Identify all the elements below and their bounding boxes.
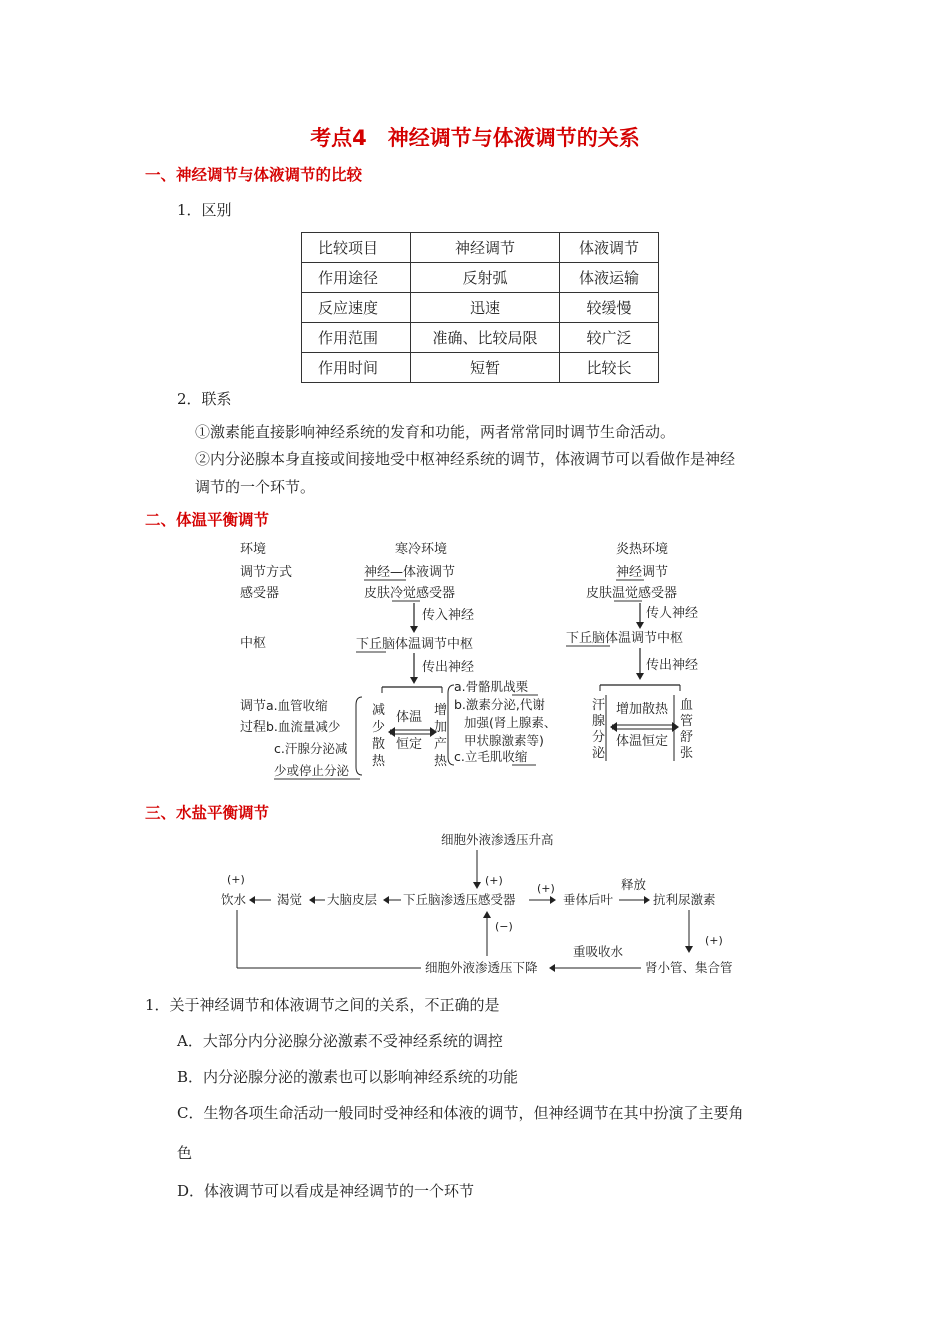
row-label: 调节方式: [240, 565, 293, 580]
table-cell: 短暂: [411, 353, 560, 383]
table-cell: 较广泛: [560, 323, 659, 353]
table-cell: 作用途径: [302, 263, 411, 293]
cold-reduce-char: 热: [372, 754, 386, 769]
cold-right-item: a.骨骼肌战栗: [454, 679, 529, 694]
table-cell: 迅速: [411, 293, 560, 323]
plus-sign: (+): [485, 874, 503, 887]
thermoregulation-diagram: [230, 535, 730, 785]
kidney-label: 肾小管、集合管: [645, 960, 733, 975]
table-cell: 作用范围: [302, 323, 411, 353]
option-b[interactable]: B．内分泌腺分泌的激素也可以影响神经系统的功能: [177, 1068, 519, 1086]
table-cell: 体液调节: [560, 233, 659, 263]
cold-right-item: 加强(肾上腺素、: [464, 715, 557, 730]
cold-balance-bottom: 恒定: [396, 737, 423, 752]
adh-label: 抗利尿激素: [653, 892, 716, 907]
cold-reduce-char: 少: [372, 720, 386, 735]
cold-afferent: 传入神经: [422, 608, 475, 623]
cold-receptor: 皮肤冷觉感受器: [364, 586, 456, 601]
table-cell: 比较项目: [302, 233, 411, 263]
option-c-cont: 色: [177, 1144, 193, 1162]
cold-increase-char: 产: [434, 737, 448, 752]
water-salt-diagram: [205, 826, 765, 981]
cold-left-item: c.汗腺分泌减: [274, 741, 348, 756]
hot-vessel-char: 舒: [680, 730, 694, 745]
hot-env: 炎热环境: [616, 542, 669, 557]
cold-reduce-char: 散: [372, 737, 386, 752]
plus-sign: (+): [705, 934, 723, 947]
cold-left-item: a.血管收缩: [266, 698, 328, 713]
thirst-label: 渴觉: [277, 892, 303, 907]
cold-left-item: b.血流量减少: [266, 719, 341, 734]
table-cell: 反射弧: [411, 263, 560, 293]
cold-increase-char: 加: [434, 720, 448, 735]
hot-balance: 体温恒定: [616, 734, 669, 749]
hot-vessel-char: 管: [680, 714, 694, 729]
hot-center: 下丘脑体温调节中枢: [566, 631, 684, 646]
cold-center: 下丘脑体温调节中枢: [356, 637, 474, 652]
table-cell: 准确、比较局限: [411, 323, 560, 353]
cold-right-item: b.激素分泌,代谢: [454, 697, 545, 712]
table-cell: 体液运输: [560, 263, 659, 293]
cold-balance-top: 体温: [396, 710, 423, 725]
table-cell: 反应速度: [302, 293, 411, 323]
row-label: 过程: [240, 720, 267, 735]
hot-afferent: 传人神经: [646, 606, 699, 621]
table-row: [302, 233, 659, 263]
cold-right-item: 甲状腺激素等): [464, 733, 544, 748]
hot-sweat-char: 腺: [592, 714, 606, 729]
receptor-label: 下丘脑渗透压感受器: [403, 892, 516, 907]
section1-heading: 一、神经调节与体液调节的比较: [145, 166, 363, 184]
release-label: 释放: [621, 877, 647, 892]
cold-reduce-char: 减: [372, 703, 386, 718]
item1-label: 1．区别: [177, 201, 232, 219]
pituitary-label: 垂体后叶: [563, 892, 614, 907]
plus-sign: (+): [537, 882, 555, 895]
table-row: [302, 263, 659, 293]
table-cell: 作用时间: [302, 353, 411, 383]
table-row: [302, 323, 659, 353]
connection-point-2-cont: 调节的一个环节。: [195, 478, 316, 496]
cold-increase-char: 增: [434, 703, 448, 718]
cold-efferent: 传出神经: [422, 660, 475, 675]
cortex-label: 大脑皮层: [327, 892, 378, 907]
cold-left-item: 少或停止分泌: [274, 763, 350, 778]
row-label: 感受器: [240, 586, 280, 601]
hot-sweat-char: 泌: [592, 746, 606, 761]
cold-env: 寒冷环境: [395, 542, 448, 557]
option-a[interactable]: A．大部分内分泌腺分泌激素不受神经系统的调控: [177, 1032, 503, 1050]
table-row: [302, 353, 659, 383]
connection-point-1: ①激素能直接影响神经系统的发育和功能，两者常常同时调节生命活动。: [195, 423, 676, 441]
hot-increase-heat: 增加散热: [616, 702, 669, 717]
drink-label: 饮水: [221, 892, 247, 907]
page-title: 考点4 神经调节与体液调节的关系: [310, 126, 640, 150]
section3-heading: 三、水盐平衡调节: [145, 804, 270, 822]
plus-sign: (+): [227, 873, 245, 886]
option-d[interactable]: D．体液调节可以看成是神经调节的一个环节: [177, 1182, 475, 1200]
section2-heading: 二、体温平衡调节: [145, 511, 270, 529]
table-cell: 比较长: [560, 353, 659, 383]
hot-vessel-char: 血: [680, 698, 694, 713]
reabsorb-label: 重吸收水: [573, 944, 624, 959]
cold-right-item: c.立毛肌收缩: [454, 749, 528, 764]
option-c[interactable]: C．生物各项生命活动一般同时受神经和体液的调节，但神经调节在其中扮演了主要角: [177, 1104, 744, 1122]
comparison-table: [301, 232, 659, 383]
connection-point-2: ②内分泌腺本身直接或间接地受中枢神经系统的调节，体液调节可以看做作是神经: [195, 450, 736, 468]
question-stem: 1．关于神经调节和体液调节之间的关系，不正确的是: [145, 996, 500, 1014]
hot-mode: 神经调节: [616, 565, 669, 580]
cold-increase-char: 热: [434, 754, 448, 769]
hot-sweat-char: 分: [592, 730, 606, 745]
table-row: [302, 293, 659, 323]
minus-sign: (−): [495, 920, 513, 933]
hot-receptor: 皮肤温觉感受器: [586, 586, 678, 601]
hot-vessel-char: 张: [680, 746, 694, 761]
table-cell: 神经调节: [411, 233, 560, 263]
top-label: 细胞外液渗透压升高: [441, 832, 554, 847]
row-label: 调节: [240, 699, 267, 714]
table-cell: 较缓慢: [560, 293, 659, 323]
row-label: 环境: [240, 542, 267, 557]
item2-label: 2．联系: [177, 390, 232, 408]
cold-mode: 神经—体液调节: [364, 565, 456, 580]
bottom-label: 细胞外液渗透压下降: [425, 960, 538, 975]
hot-efferent: 传出神经: [646, 658, 699, 673]
row-label: 中枢: [240, 636, 267, 651]
hot-sweat-char: 汗: [592, 698, 606, 713]
